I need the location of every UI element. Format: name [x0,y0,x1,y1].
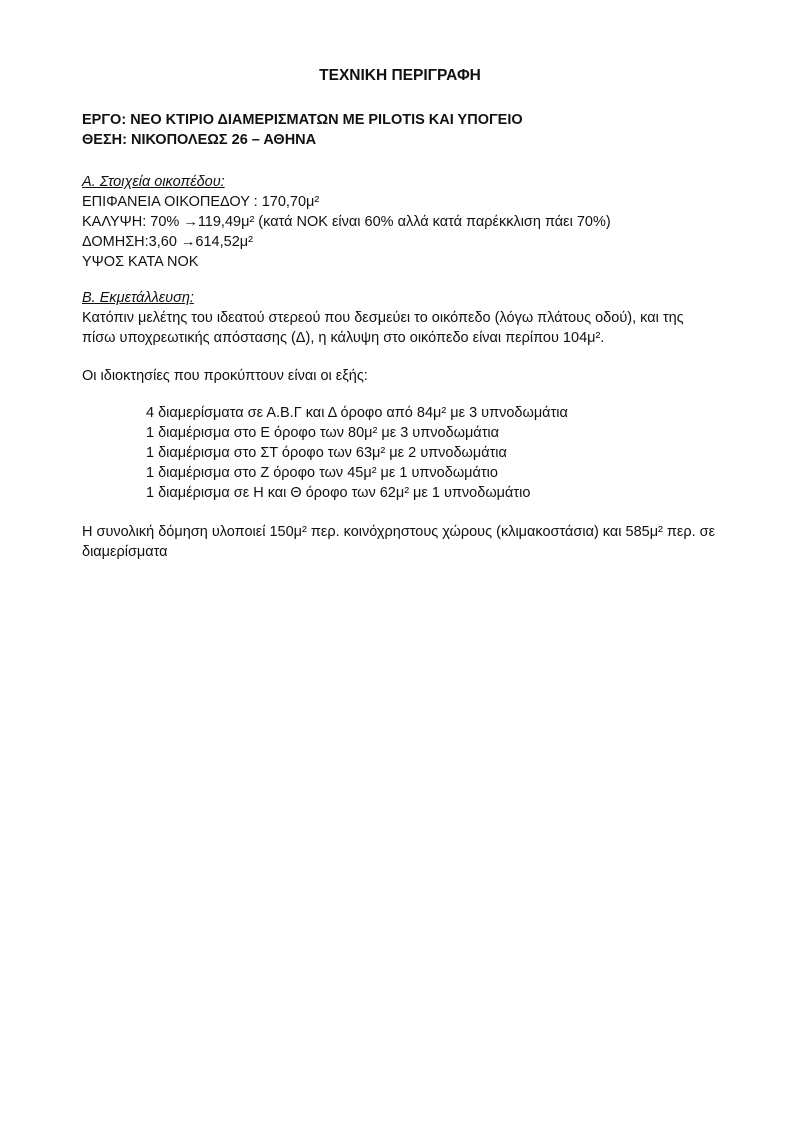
properties-intro [82,366,722,386]
coverage-line: ΚΑΛΥΨΗ: 70% →119,49μ² (κατά ΝΟΚ είναι 60% αλλά κατά παρέκκλιση πάει 70%) [82,214,611,230]
location-line: ΘΕΣΗ: ΝΙΚΟΠΟΛΕΩΣ 26 – ΑΘΗΝΑ [82,132,317,148]
section-b-heading: Β. Εκμετάλλευση: [82,290,194,306]
properties-list [146,403,746,503]
summary-paragraph: Η συνολική δόμηση υλοποιεί 150μ² περ. κοινόχρηστους χώρους (κλιμακοστάσια) και 585μ² περ. σε διαμερίσματα [82,524,716,560]
project-line: ΕΡΓΟ: ΝΕΟ ΚΤΙΡΙΟ ΔΙΑΜΕΡΙΣΜΑΤΩΝ ΜΕ PILOTIS ΚΑΙ ΥΠΟΓΕΙΟ [82,112,523,128]
list-item: 1 διαμέρισμα στο Ζ όροφο των 45μ² με 1 υπνοδωμάτιο [146,465,498,481]
section-b [82,288,722,348]
list-item: 1 διαμέρισμα στο Ε όροφο των 80μ² με 3 υπνοδωμάτια [146,425,500,441]
list-item: 1 διαμέρισμα σε Η και Θ όροφο των 62μ² με 1 υπνοδωμάτιο [146,485,531,501]
list-item: 4 διαμερίσματα σε Α.Β.Γ και Δ όροφο από 84μ² με 3 υπνοδωμάτια [146,405,568,421]
height-line: ΥΨΟΣ ΚΑΤΑ ΝΟΚ [82,254,199,270]
section-b-paragraph: Κατόπιν μελέτης του ιδεατού στερεού που δεσμεύει το οικόπεδο (λόγω πλάτους οδού), και της πίσω υποχρεωτικής απόστασης (Δ), η κάλυψη στο οικόπεδο είναι περίπου 104μ². [82,310,684,346]
summary-block [82,522,722,562]
section-a [82,172,722,272]
section-a-heading: Α. Στοιχεία οικοπέδου: [82,174,225,190]
list-item: 1 διαμέρισμα στο ΣΤ όροφο των 63μ² με 2 υπνοδωμάτια [146,445,507,461]
plot-area-line: ΕΠΙΦΑΝΕΙΑ ΟΙΚΟΠΕΔΟΥ : 170,70μ² [82,194,320,210]
building-ratio-line: ΔΟΜΗΣΗ:3,60 →614,52μ² [82,234,253,250]
project-header [82,110,722,150]
document-title: ΤΕΧΝΙΚΗ ΠΕΡΙΓΡΑΦΗ [319,67,481,84]
properties-intro-text: Οι ιδιοκτησίες που προκύπτουν είναι οι εξής: [82,368,368,384]
